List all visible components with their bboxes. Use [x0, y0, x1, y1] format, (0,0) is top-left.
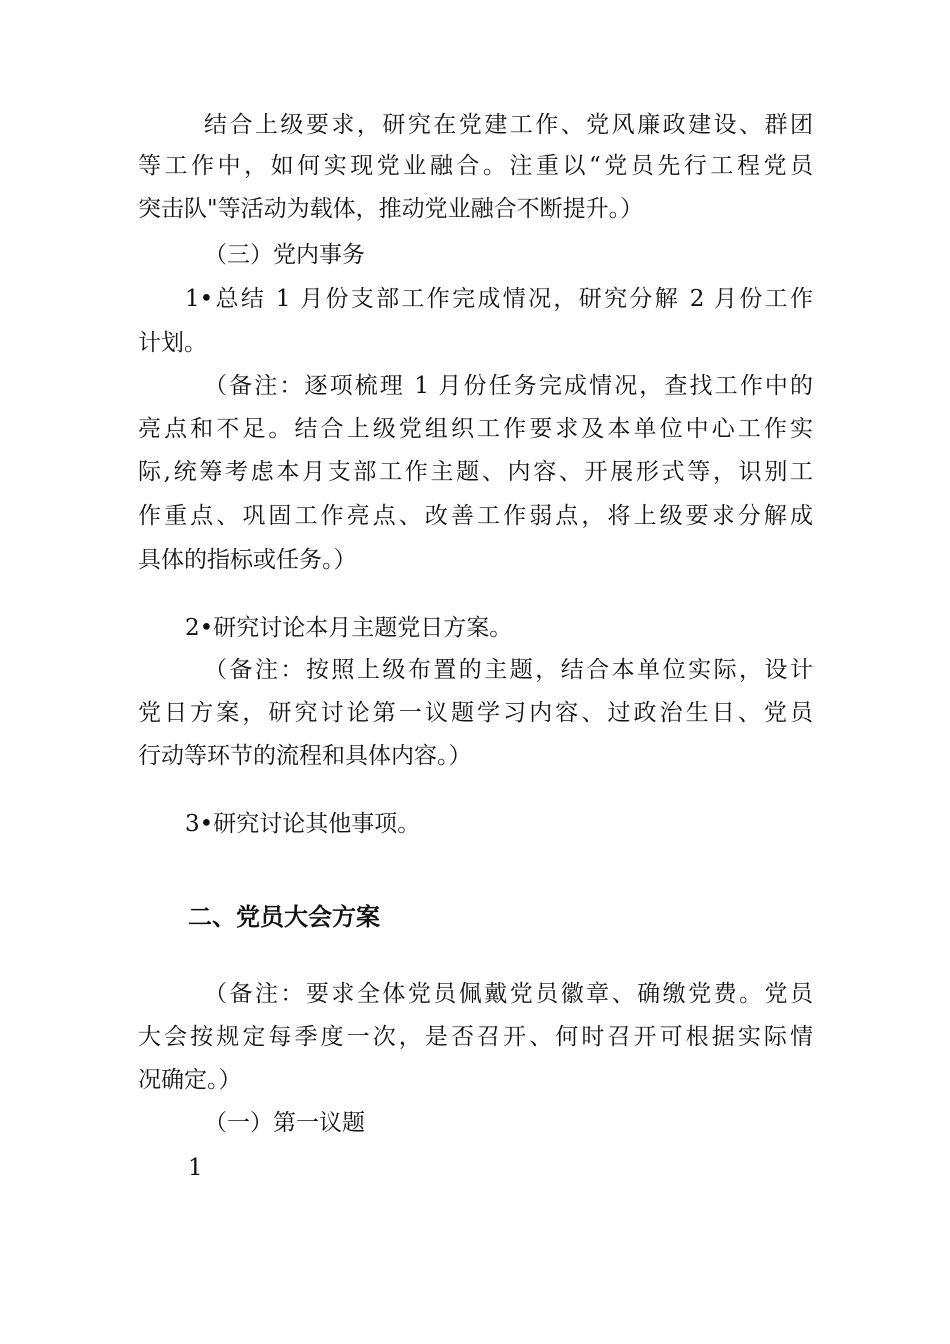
note1-line1: （备注：逐项梳理 1 月份任务完成情况，查找工作中的 [204, 373, 813, 399]
trailing-number: 1 [188, 1155, 203, 1181]
item2: 2•研究讨论本月主题党日方案。 [185, 615, 513, 641]
note3-line3: 况确定。） [138, 1067, 242, 1093]
section2-heading: 二、党员大会方案 [188, 902, 380, 931]
note1-line4: 作重点、巩固工作亮点、改善工作弱点，将上级要求分解成 [138, 503, 813, 529]
note1-line3: 际,统筹考虑本月支部工作主题、内容、开展形式等，识别工 [138, 459, 813, 485]
item3: 3•研究讨论其他事项。 [185, 811, 421, 837]
note2-line3: 行动等环节的流程和具体内容。） [138, 743, 472, 769]
para1-line1: 结合上级要求，研究在党建工作、党风廉政建设、群团 [204, 112, 813, 138]
note1-line2: 亮点和不足。结合上级党组织工作要求及本单位中心工作实 [138, 416, 813, 442]
section3-title: （三）党内事务 [204, 242, 365, 268]
note2-line1: （备注：按照上级布置的主题，结合本单位实际，设计 [204, 657, 813, 683]
note2-line2: 党日方案，研究讨论第一议题学习内容、过政治生日、党员 [138, 700, 813, 726]
note3-line2: 大会按规定每季度一次，是否召开、何时召开可根据实际情 [138, 1024, 813, 1050]
note3-line1: （备注：要求全体党员佩戴党员徽章、确缴党费。党员 [204, 981, 813, 1007]
subsection1-title: （一）第一议题 [204, 1110, 365, 1136]
item1-line2: 计划。 [138, 330, 207, 356]
para1-line3: 突击队"等活动为载体，推动党业融合不断提升。） [138, 196, 644, 222]
note1-line5: 具体的指标或任务。） [138, 547, 357, 573]
item1-line1: 1•总结 1 月份支部工作完成情况，研究分解 2 月份工作 [185, 286, 813, 312]
para1-line2: 等工作中，如何实现党业融合。注重以“党员先行工程党员 [138, 153, 813, 179]
